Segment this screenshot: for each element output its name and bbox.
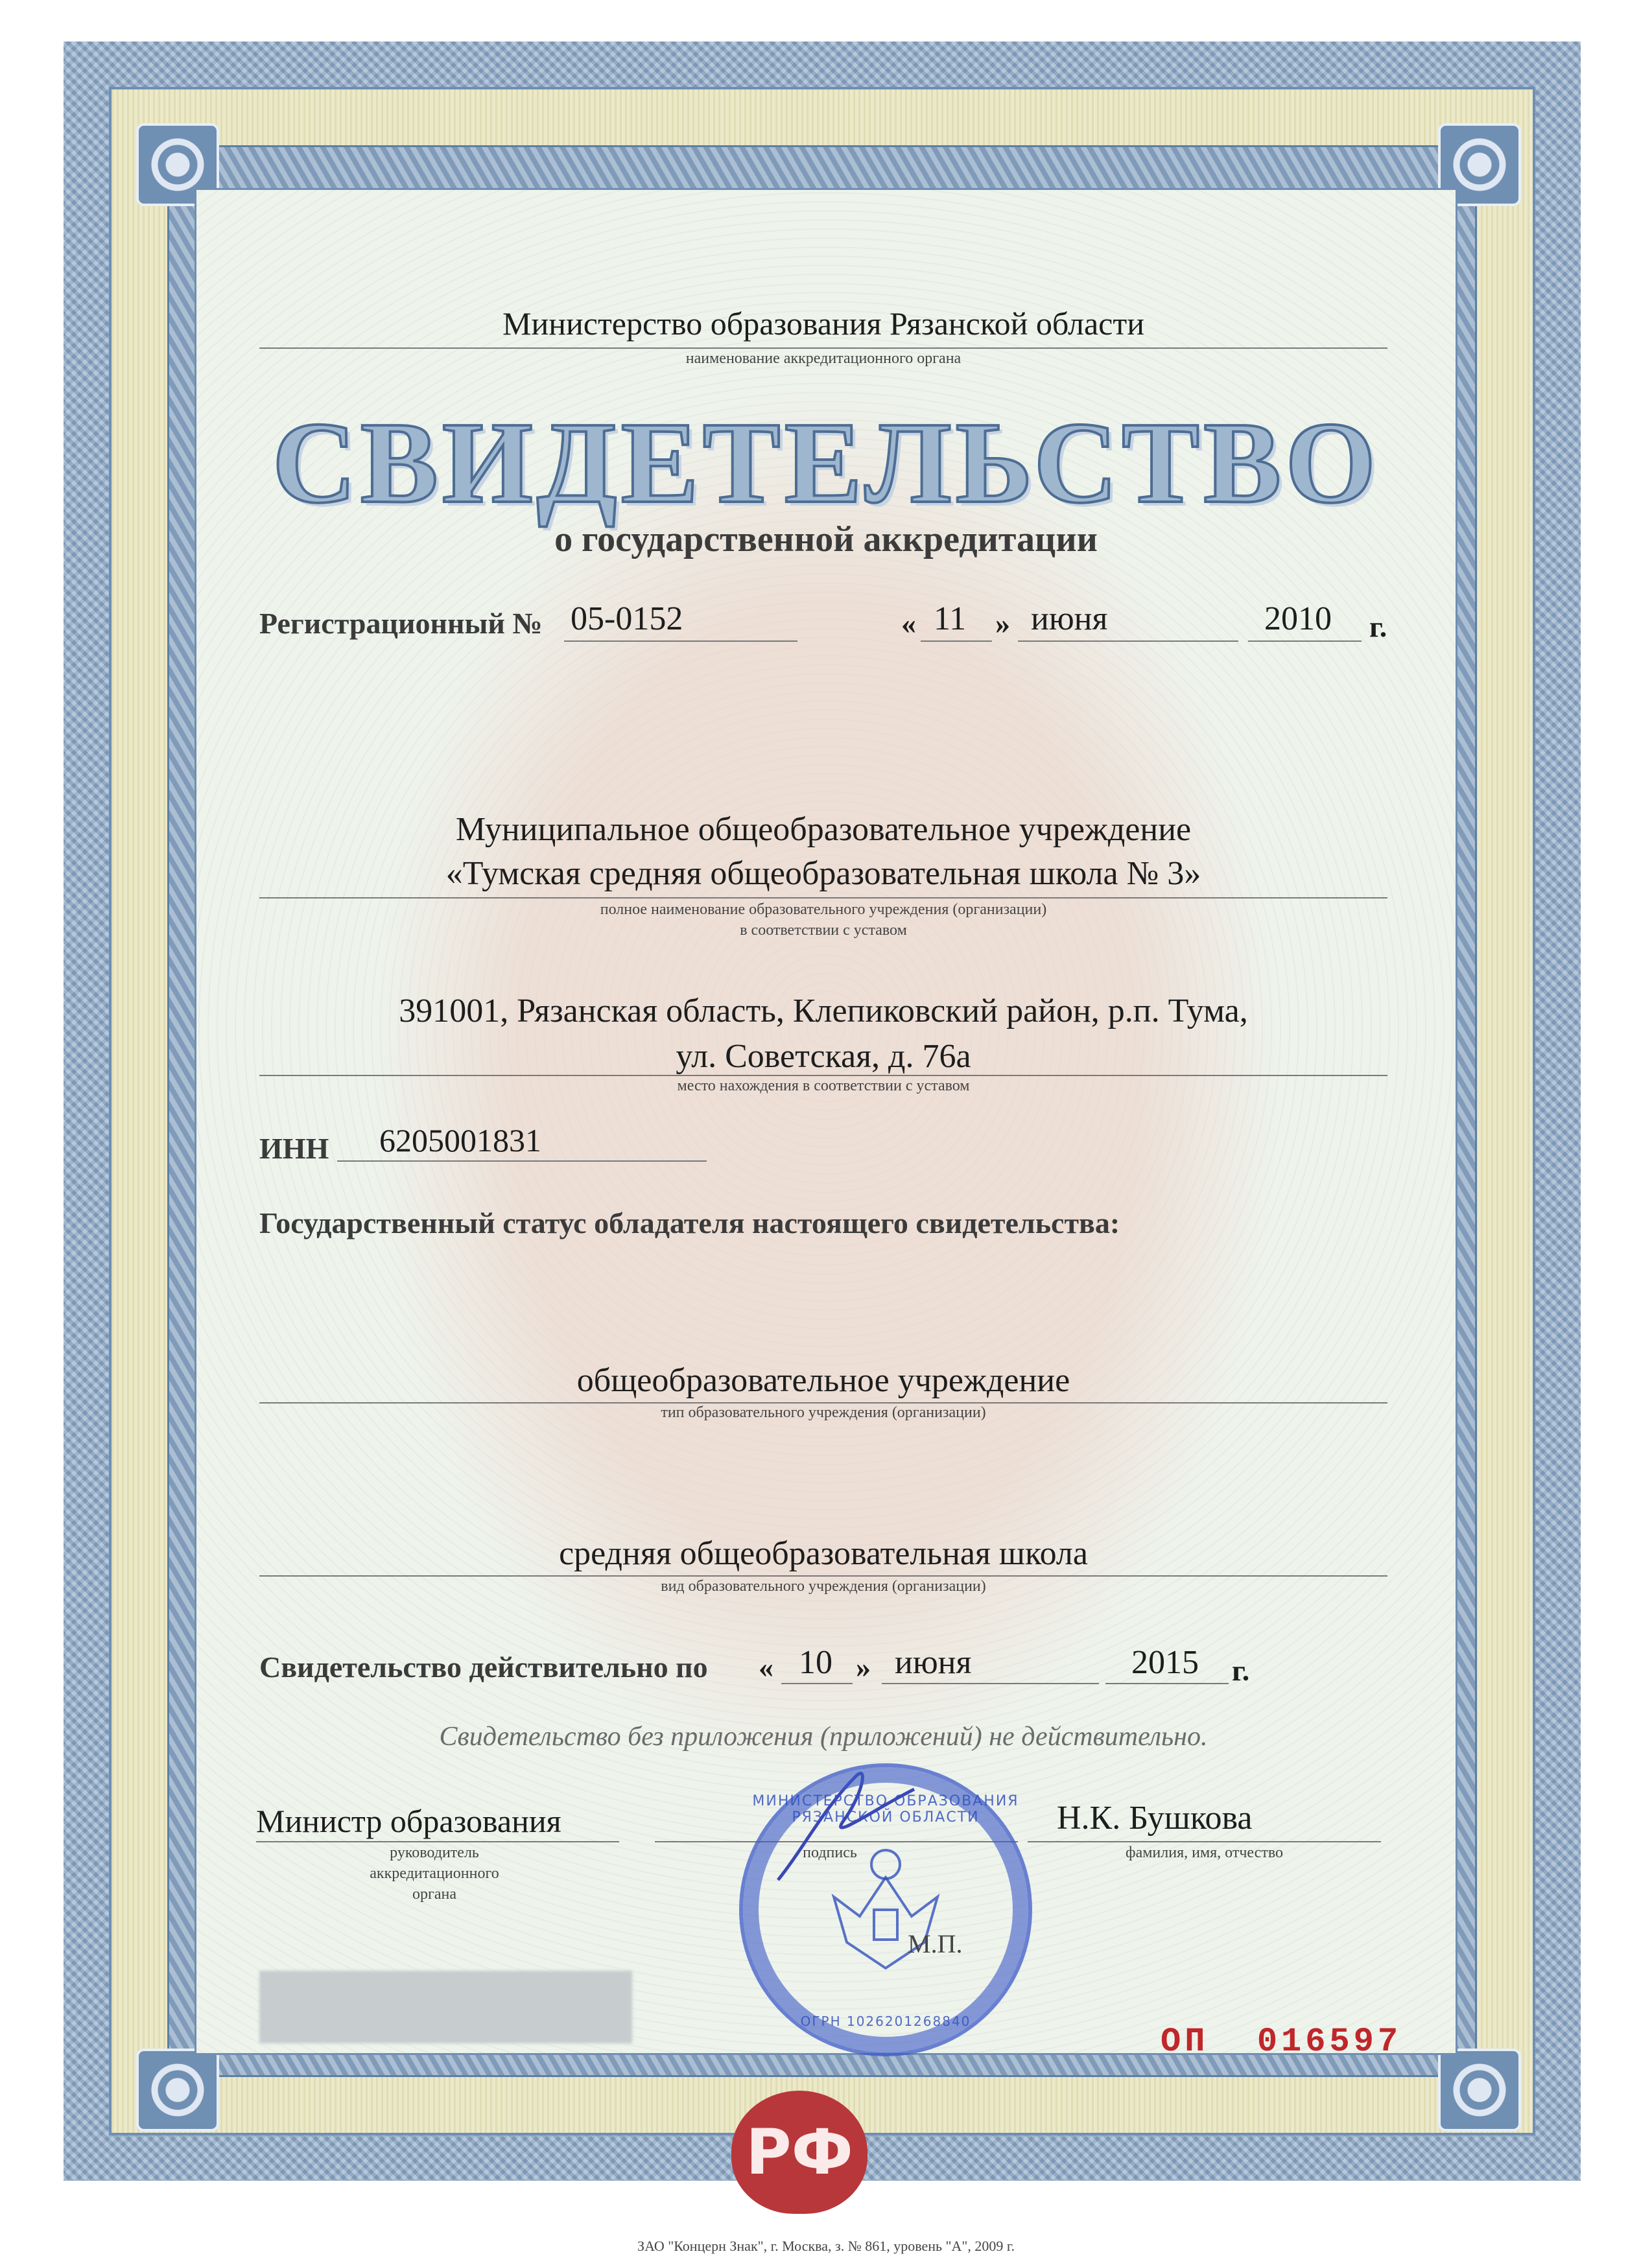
certificate-subtitle: о государственной аккредитации xyxy=(554,519,1098,559)
kind-underline xyxy=(259,1575,1387,1577)
quote-close: » xyxy=(995,607,1010,640)
institution-line1: Муниципальное общеобразовательное учреждение xyxy=(455,811,1192,848)
institution-line2: «Тумская средняя общеобразовательная школа № 3» xyxy=(445,855,1201,892)
registration-year: 2010 xyxy=(1264,600,1332,637)
institution-caption2: в соответствии с уставом xyxy=(740,922,907,939)
institution-caption1: полное наименование образовательного учреждения (организации) xyxy=(600,901,1047,918)
validity-year-suffix: г. xyxy=(1232,1654,1250,1687)
validity-year-underline xyxy=(1105,1683,1229,1684)
validity-quote-open: « xyxy=(759,1650,773,1684)
status-heading: Государственный статус обладателя настоящего свидетельства: xyxy=(259,1206,1120,1239)
corner-ornament-icon xyxy=(136,2049,219,2132)
type-caption: тип образовательного учреждения (организации) xyxy=(661,1404,986,1421)
rf-logo: РФ xyxy=(731,2091,867,2214)
address-line1: 391001, Рязанская область, Клепиковский район, р.п. Тума, xyxy=(399,993,1248,1029)
seal-ogrn: ОГРН 1026201268840 xyxy=(800,2014,971,2029)
authority-caption: наименование аккредитационного органа xyxy=(685,350,962,367)
registration-year-underline xyxy=(1248,640,1362,642)
inn-value: 6205001831 xyxy=(379,1122,541,1158)
registration-label: Регистрационный № xyxy=(259,607,543,640)
institution-underline xyxy=(259,897,1387,899)
registration-day: 11 xyxy=(934,600,967,637)
address-caption: место нахождения в соответствии с уставом xyxy=(677,1077,970,1094)
printer-info: ЗАО "Концерн Знак", г. Москва, з. № 861, уровень "А", 2009 г. xyxy=(637,2238,1015,2254)
official-seal xyxy=(739,1763,1032,2056)
position-underline xyxy=(256,1841,619,1842)
type-underline xyxy=(259,1402,1387,1404)
kind-caption: вид образовательного учреждения (организации) xyxy=(661,1578,986,1595)
certificate-title: СВИДЕТЕЛЬСТВО xyxy=(272,398,1380,527)
position-caption-1: руководитель xyxy=(390,1844,479,1861)
signer-position: Министр образования xyxy=(256,1803,561,1839)
name-underline xyxy=(1028,1841,1381,1842)
authority-name: Министерство образования Рязанской области xyxy=(502,305,1144,342)
institution-kind: средняя общеобразовательная школа xyxy=(559,1535,1088,1572)
registration-month: июня xyxy=(1031,600,1108,637)
validity-month-underline xyxy=(882,1683,1099,1684)
validity-note: Свидетельство без приложения (приложений) не действительно. xyxy=(439,1722,1208,1752)
registration-year-suffix: г. xyxy=(1369,610,1387,643)
registration-day-underline xyxy=(921,640,992,642)
address-line2: ул. Советская, д. 76а xyxy=(676,1038,971,1075)
inn-underline xyxy=(337,1160,707,1162)
validity-day-underline xyxy=(781,1683,853,1684)
authority-underline xyxy=(259,347,1387,349)
validity-quote-close: » xyxy=(856,1650,871,1684)
redacted-area xyxy=(259,1971,632,2043)
registration-number: 05-0152 xyxy=(571,600,683,637)
signature-caption: подпись xyxy=(803,1844,857,1861)
registration-month-underline xyxy=(1018,640,1238,642)
validity-day: 10 xyxy=(799,1644,832,1681)
quote-open: « xyxy=(901,607,916,640)
double-headed-eagle-icon xyxy=(821,1838,950,1988)
address-underline xyxy=(259,1075,1387,1076)
inn-label: ИНН xyxy=(259,1132,329,1165)
position-caption-2: аккредитационного xyxy=(370,1865,499,1882)
seal-outer-text: МИНИСТЕРСТВО ОБРАЗОВАНИЯ РЯЗАНСКОЙ ОБЛАСТИ xyxy=(752,1793,1019,1826)
validity-label: Свидетельство действительно по xyxy=(259,1650,708,1684)
institution-type: общеобразовательное учреждение xyxy=(576,1362,1070,1399)
mp-label: М.П. xyxy=(908,1929,963,1958)
validity-year: 2015 xyxy=(1131,1644,1199,1681)
name-caption: фамилия, имя, отчество xyxy=(1126,1844,1283,1861)
registration-number-underline xyxy=(564,640,797,642)
serial-number: ОП 016597 xyxy=(1161,2023,1402,2061)
position-caption-3: органа xyxy=(412,1886,456,1903)
signer-name: Н.К. Бушкова xyxy=(1057,1800,1253,1837)
corner-ornament-icon xyxy=(1438,2049,1521,2132)
validity-month: июня xyxy=(895,1644,972,1681)
